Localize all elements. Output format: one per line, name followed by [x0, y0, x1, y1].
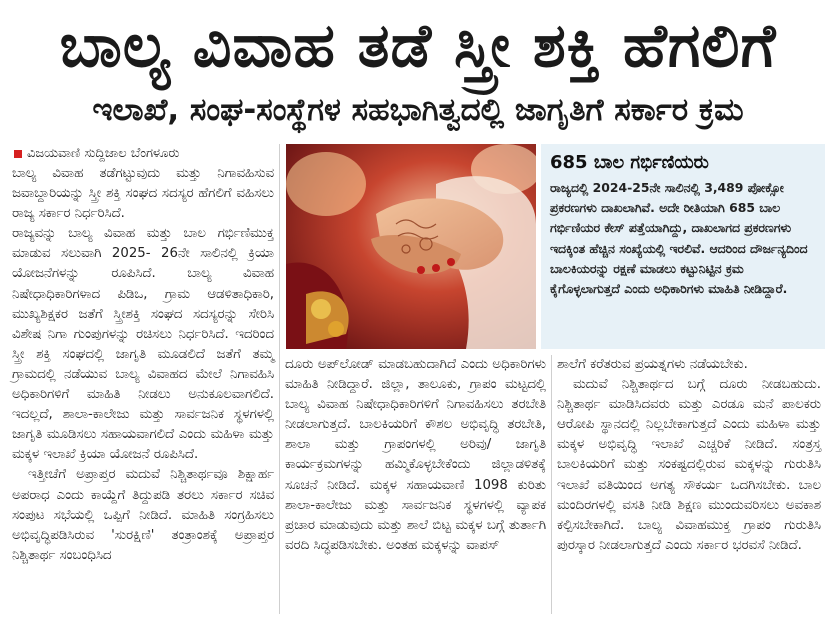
headline: ಬಾಲ್ಯ ವಿವಾಹ ತಡೆ ಸ್ತ್ರೀ ಶಕ್ತಿ ಹೆಗಲಿಗೆ	[59, 11, 777, 81]
paragraph: ದೂರು ಅಪ್‌ಲೋಡ್ ಮಾಡಬಹುದಾಗಿದೆ ಎಂದು ಅಧಿಕಾರಿಗಳು ಮಾಹಿತಿ ನೀಡಿದ್ದಾರೆ. ಜಿಲ್ಲಾ, ತಾಲೂಕು, ಗ್ರಾಪಂ ಮಟ್ಟದಲ್ಲಿ ಬಾಲ್ಯ ವಿವಾಹ ನಿಷೇಧಾಧಿಕಾರಿಗಳಿಗೆ ನಿಗಾವಹಿಸಲು ತರಬೇತಿ ನೀಡಲಾಗುತ್ತದೆ. ಬಾಲಕಿಯರಿಗೆ ಕೌಶಲ ಅಭಿವೃದ್ಧಿ ತರಬೇತಿ, ಶಾಲಾ ಮತ್ತು ಗ್ರಾಪಂಗಳಲ್ಲಿ ಅರಿವು/ ಜಾಗೃತಿ ಕಾರ್ಯಕ್ರಮಗಳನ್ನು ಹಮ್ಮಿಕೊಳ್ಳಬೇಕೆಂದು ಜಿಲ್ಲಾಡಳಿತಕ್ಕೆ ಸೂಚನೆ ನೀಡಿದೆ. ಮಕ್ಕಳ ಸಹಾಯವಾಣಿ 1098 ಕುರಿತು ಶಾಲಾ-ಕಾಲೇಜು ಮತ್ತು ಸಾರ್ವಜನಿಕ ಸ್ಥಳಗಳಲ್ಲಿ ವ್ಯಾಪಕ ಪ್ರಚಾರ ಮಾಡುವುದು ಮತ್ತು ಶಾಲೆ ಬಿಟ್ಟ ಮಕ್ಕಳ ಬಗ್ಗೆ ತುರ್ತಾಗಿ ವರದಿ ಸಿದ್ಧಪಡಿಸಬೇಕು. ಅಂತಹ ಮಕ್ಕಳನ್ನು ವಾಪಸ್	[285, 357, 546, 553]
wedding-hands-photo-icon	[286, 144, 536, 349]
byline-marker-icon	[14, 150, 22, 158]
column-divider	[279, 144, 280, 614]
byline	[12, 144, 274, 164]
paragraph: ರಾಜ್ಯವನ್ನು ಬಾಲ್ಯ ವಿವಾಹ ಮತ್ತು ಬಾಲ ಗರ್ಭಿಣಿಮುಕ್ತ ಮಾಡುವ ಸಲುವಾಗಿ 2025- 26ನೇ ಸಾಲಿನಲ್ಲಿ ಕ್ರಿಯಾ ಯೋಜನೆಗಳನ್ನು ರೂಪಿಸಿದೆ. ಬಾಲ್ಯ ವಿವಾಹ ನಿಷೇಧಾಧಿಕಾರಿಗಳಾದ ಪಿಡಿಒ, ಗ್ರಾಮ ಆಡಳಿತಾಧಿಕಾರಿ, ಮುಖ್ಯಶಿಕ್ಷಕರ ಜತೆಗೆ ಸ್ತ್ರೀಶಕ್ತಿ ಸಂಘದ ಸದಸ್ಯರನ್ನು ಸೇರಿಸಿ ವಿಶೇಷ ನಿಗಾ ಗುಂಪುಗಳನ್ನು ರಚಿಸಲು ನಿರ್ಧರಿಸಿದೆ. ಇದರಿಂದ ಸ್ತ್ರೀ ಶಕ್ತಿ ಸಂಘದಲ್ಲಿ ಜಾಗೃತಿ ಮೂಡಲಿದೆ ಜತೆಗೆ ತಮ್ಮ ಗ್ರಾಮದಲ್ಲಿ ನಡೆಯುವ ಬಾಲ್ಯ ವಿವಾಹದ ಮೇಲೆ ನಿಗಾವಹಿಸಿ ಅಧಿಕಾರಿಗಳಿಗೆ ಮಾಹಿತಿ ನೀಡಲು ಅನುಕೂಲವಾಗಲಿದೆ. ಇದಲ್ಲದೆ, ಶಾಲಾ-ಕಾಲೇಜು ಮತ್ತು ಸಾರ್ವಜನಿಕ ಸ್ಥಳಗಳಲ್ಲಿ ಜಾಗೃತಿ ಮೂಡಿಸಲು ಸಹಾಯವಾಗಲಿದೆ ಎಂದು ಮಹಿಳಾ ಮತ್ತು ಮಕ್ಕಳ ಇಲಾಖೆ ಕ್ರಿಯಾ ಯೋಜನೆ ರೂಪಿಸಿದೆ.	[12, 226, 274, 463]
subheadline: ಇಲಾಖೆ, ಸಂಘ-ಸಂಸ್ಥೆಗಳ ಸಹಭಾಗಿತ್ವದಲ್ಲಿ ಜಾಗೃತಿಗೆ ಸರ್ಕಾರ ಕ್ರಮ	[92, 92, 744, 128]
paragraph: ಇತ್ತೀಚೆಗೆ ಅಪ್ರಾಪ್ತರ ಮದುವೆ ನಿಶ್ಚಿತಾರ್ಥವೂ ಶಿಕ್ಷಾರ್ಹ ಅಪರಾಧ ಎಂದು ಕಾಯ್ದೆಗೆ ತಿದ್ದುಪಡಿ ತರಲು ಸರ್ಕಾರ ಸಚಿವ ಸಂಪುಟ ಸಭೆಯಲ್ಲಿ ಒಪ್ಪಿಗೆ ನೀಡಿದೆ. ಮಾಹಿತಿ ಸಂಗ್ರಹಿಸಲು ಅಭಿವೃದ್ಧಿಪಡಿಸಿರುವ 'ಸುರಕ್ಷಿಣಿ' ತಂತ್ರಾಂಶಕ್ಕೆ ಅಪ್ರಾಪ್ತರ ನಿಶ್ಚಿತಾರ್ಥ ಸಂಬಂಧಿಸಿದ	[12, 467, 274, 563]
article-column-2	[285, 355, 546, 556]
wedding-hands-photo	[286, 144, 536, 349]
paragraph: ಶಾಲೆಗೆ ಕರೆತರುವ ಪ್ರಯತ್ನಗಳು ನಡೆಯಬೇಕು.	[557, 357, 748, 372]
fact-box	[541, 144, 825, 349]
paragraph: ಬಾಲ್ಯ ವಿವಾಹ ತಡೆಗಟ್ಟುವುದು ಮತ್ತು ನಿಗಾವಹಿಸುವ ಜವಾಬ್ದಾರಿಯನ್ನು ಸ್ತ್ರೀ ಶಕ್ತಿ ಸಂಘದ ಸದಸ್ಯರ ಹೆಗಲಿಗೆ ವಹಿಸಲು ರಾಜ್ಯ ಸರ್ಕಾರ ನಿರ್ಧರಿಸಿದೆ.	[12, 166, 274, 222]
fact-box-body: ರಾಜ್ಯದಲ್ಲಿ 2024-25ನೇ ಸಾಲಿನಲ್ಲಿ 3,489 ಪೋಕ್ಸೋ ಪ್ರಕರಣಗಳು ದಾಖಲಾಗಿವೆ. ಅದೇ ರೀತಿಯಾಗಿ 685 ಬಾಲ ಗರ್ಭಿಣಿಯರ ಕೇಸ್ ಪತ್ತೆಯಾಗಿದ್ದು, ದಾಖಲಾಗದ ಪ್ರಕರಣಗಳು ಇದಕ್ಕಿಂತ ಹೆಚ್ಚಿನ ಸಂಖ್ಯೆಯಲ್ಲಿ ಇರಲಿವೆ. ಆದರಿಂದ ದೌರ್ಜನ್ಯದಿಂದ ಬಾಲಕಿಯರನ್ನು ರಕ್ಷಣೆ ಮಾಡಲು ಕಟ್ಟುನಿಟ್ಟಿನ ಕ್ರಮ ಕೈಗೊಳ್ಳಲಾಗುತ್ತದೆ ಎಂದು ಅಧಿಕಾರಿಗಳು ಮಾಹಿತಿ ನೀಡಿದ್ದಾರೆ.	[550, 180, 808, 297]
article-column-1	[12, 144, 274, 566]
column-divider	[551, 355, 552, 614]
article-column-3	[557, 355, 821, 556]
byline-text: ವಿಜಯವಾಣಿ ಸುದ್ದಿಜಾಲ ಬೆಂಗಳೂರು	[27, 146, 180, 161]
paragraph: ಮದುವೆ ನಿಶ್ಚಿತಾರ್ಥದ ಬಗ್ಗೆ ದೂರು ನೀಡಬಹುದು. ನಿಶ್ಚಿತಾರ್ಥ ಮಾಡಿಸಿದವರು ಮತ್ತು ಎರಡೂ ಮನೆ ಪಾಲಕರು ಆರೋಪಿ ಸ್ಥಾನದಲ್ಲಿ ನಿಲ್ಲಬೇಕಾಗುತ್ತದೆ ಎಂದು ಮಹಿಳಾ ಮತ್ತು ಮಕ್ಕಳ ಅಭಿವೃದ್ಧಿ ಇಲಾಖೆ ಎಚ್ಚರಿಕೆ ನೀಡಿದೆ. ಸಂತ್ರಸ್ತ ಬಾಲಕಿಯರಿಗೆ ಮತ್ತು ಸಂಕಷ್ಟದಲ್ಲಿರುವ ಮಕ್ಕಳನ್ನು ಗುರುತಿಸಿ ಇಲಾಖೆ ವತಿಯಿಂದ ಅಗತ್ಯ ಸೌಕರ್ಯ ಒದಗಿಸಬೇಕು. ಬಾಲ ಮಂದಿರಗಳಲ್ಲಿ ವಸತಿ ನೀಡಿ ಶಿಕ್ಷಣ ಮುಂದುವರಿಸಲು ಅವಕಾಶ ಕಲ್ಪಿಸಬೇಕಾಗಿದೆ. ಬಾಲ್ಯ ವಿವಾಹಮುಕ್ತ ಗ್ರಾಪಂ ಗುರುತಿಸಿ ಪುರಸ್ಕಾರ ನೀಡಲಾಗುತ್ತದೆ ಎಂದು ಸರ್ಕಾರ ಭರವಸೆ ನೀಡಿದೆ.	[557, 377, 821, 553]
fact-box-title: 685 ಬಾಲ ಗರ್ಭಿಣಿಯರು	[550, 152, 709, 173]
